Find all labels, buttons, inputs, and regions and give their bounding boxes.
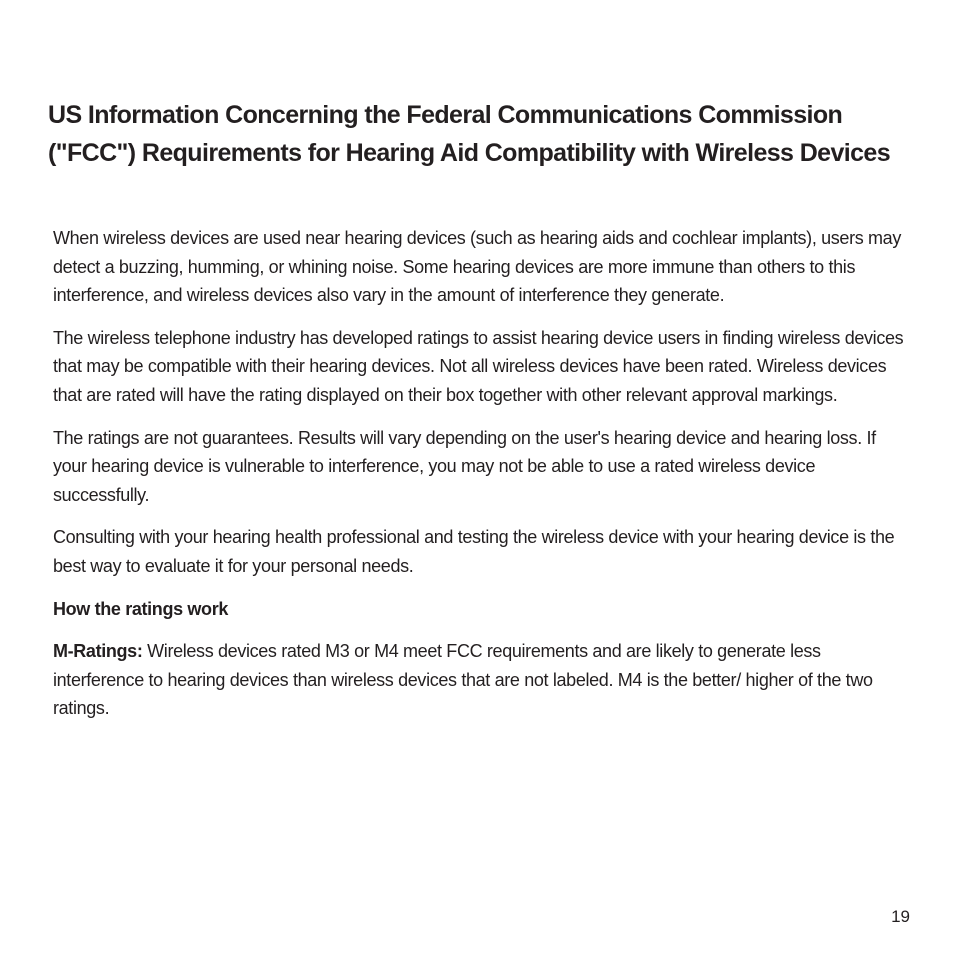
- subheading-how-ratings-work: How the ratings work: [53, 598, 229, 619]
- m-ratings-text: Wireless devices rated M3 or M4 meet FCC requirements and are likely to generate less interference to hearing devices than wireless devices that are not labeled. M4 is the better/ higher of the two ratings.: [53, 641, 873, 719]
- body-text: [53, 224, 913, 737]
- paragraph-m-ratings: [53, 637, 913, 723]
- section-heading: US Information Concerning the Federal Communications Commission ("FCC") Requirements for Hearing Aid Compatibility with Wireless Devices: [48, 101, 891, 167]
- page-number: 19: [891, 907, 910, 926]
- paragraph-consulting: Consulting with your hearing health professional and testing the wireless device with your hearing device is the best way to evaluate it for your personal needs.: [53, 527, 895, 576]
- paragraph-ratings-not-guarantees: The ratings are not guarantees. Results will vary depending on the user's hearing device and hearing loss. If your hearing device is vulnerable to interference, you may not be able to use a rated wireless device successfully.: [53, 427, 876, 505]
- m-ratings-label: M-Ratings:: [53, 641, 143, 662]
- paragraph-interference: When wireless devices are used near hearing devices (such as hearing aids and cochlear implants), users may detect a buzzing, humming, or whining noise. Some hearing devices are more immune than others to this interference, and wireless devices also vary in the amount of interference they generate.: [53, 228, 901, 306]
- paragraph-ratings-industry: The wireless telephone industry has developed ratings to assist hearing device users in finding wireless devices that may be compatible with their hearing devices. Not all wireless devices have been rated. Wireless devices that are rated will have the rating displayed on their box together with other relevant approval markings.: [53, 327, 904, 405]
